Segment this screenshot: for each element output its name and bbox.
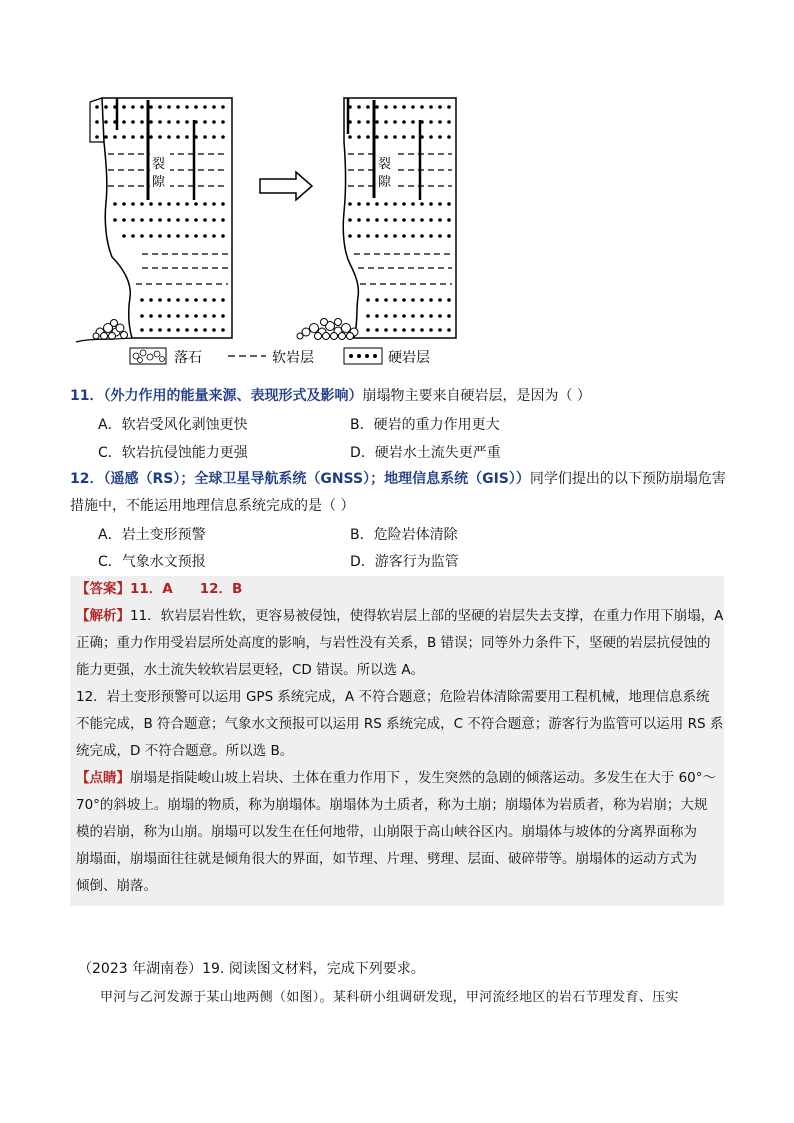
question-19-heading: （2023 年湖南卷）19. 阅读图文材料，完成下列要求。 — [78, 961, 425, 977]
analysis-line-1: 【解析】11．软岩层岩性软，更容易被侵蚀，使得软岩层上部的坚硬的岩层失去支撑，在重力作用下崩塌，A — [76, 608, 724, 624]
point-line-1: 【点睛】崩塌是指陡峻山坡上岩块、土体在重力作用下 ，发生突然的急剧的倾落运动。多发生在大于 60°～ — [76, 770, 717, 786]
q12-stem: 12．（遥感（RS）；全球卫星导航系统（GNSS）；地理信息系统（GIS））同学们提出的以下预防崩塌危害 — [70, 471, 726, 487]
analysis-line-4: 12．岩土变形预警可以运用 GPS 系统完成，A 不符合题意；危险岩体清除需要用工程机械，地理信息系统 — [76, 689, 710, 705]
svg-text:隙: 隙 — [152, 175, 166, 190]
point-line-5: 倾倒、崩落。 — [76, 878, 157, 894]
q11-stem: 11．（外力作用的能量来源、表现形式及影响）崩塌物主要来自硬岩层，是因为（ ） — [70, 388, 591, 404]
q11-option-b: B．硬岩的重力作用更大 — [350, 417, 500, 433]
legend-falling-rock: 落石 — [174, 350, 202, 366]
answer-panel — [70, 576, 724, 906]
q12-option-a: A．岩土变形预警 — [98, 527, 206, 543]
legend-soft-rock: 软岩层 — [272, 350, 314, 366]
analysis-line-6: 统完成，D 不符合题意。所以选 B。 — [76, 743, 294, 759]
material-passage: 甲河与乙河发源于某山地两侧（如图）。某科研小组调研发现，甲河流经地区的岩石节理发育、压实 — [100, 990, 679, 1005]
before-block — [76, 98, 232, 342]
analysis-line-2: 正确；重力作用受岩层所处高度的影响，与岩性没有关系，B 错误；同等外力条件下，坚硬的岩层抗侵蚀的 — [76, 635, 711, 651]
q12-option-d: D．游客行为监管 — [350, 554, 459, 570]
svg-text:隙: 隙 — [378, 175, 392, 190]
rockfall-diagram — [70, 92, 470, 377]
answer-line: 【答案】11．A 12．B — [76, 581, 243, 597]
after-block — [297, 98, 456, 340]
legend-hard-rock: 硬岩层 — [388, 350, 430, 366]
analysis-line-3: 能力更强，水土流失较软岩层更轻，CD 错误。所以选 A。 — [76, 662, 425, 678]
q11-option-a: A．软岩受风化剥蚀更快 — [98, 417, 248, 433]
q12-option-b: B．危险岩体清除 — [350, 527, 458, 543]
q12-stem-cont: 措施中，不能运用地理信息系统完成的是（ ） — [70, 498, 355, 514]
legend — [130, 348, 430, 366]
arrow-right-icon — [260, 172, 312, 200]
point-line-3: 模的岩崩，称为山崩。崩塌可以发生在任何地带，山崩限于高山峡谷区内。崩塌体与坡体的分离界面称为 — [76, 824, 697, 840]
point-line-4: 崩塌面，崩塌面往往就是倾角很大的界面，如节理、片理、劈理、层面、破碎带等。崩塌体的运动方式为 — [76, 851, 697, 867]
q12-option-c: C．气象水文预报 — [98, 554, 206, 570]
q11-option-c: C．软岩抗侵蚀能力更强 — [98, 445, 248, 461]
point-line-2: 70°的斜坡上。崩塌的物质，称为崩塌体。崩塌体为土质者，称为土崩；崩塌体为岩质者，称为岩崩；大规 — [76, 797, 708, 813]
analysis-line-5: 不能完成，B 符合题意；气象水文预报可以运用 RS 系统完成，C 不符合题意；游客行为监管可以运用 RS 系 — [76, 716, 724, 732]
crack-label-left: 裂 — [152, 157, 166, 172]
crack-label-right: 裂 — [378, 157, 392, 172]
q11-option-d: D．硬岩水土流失更严重 — [350, 445, 501, 461]
